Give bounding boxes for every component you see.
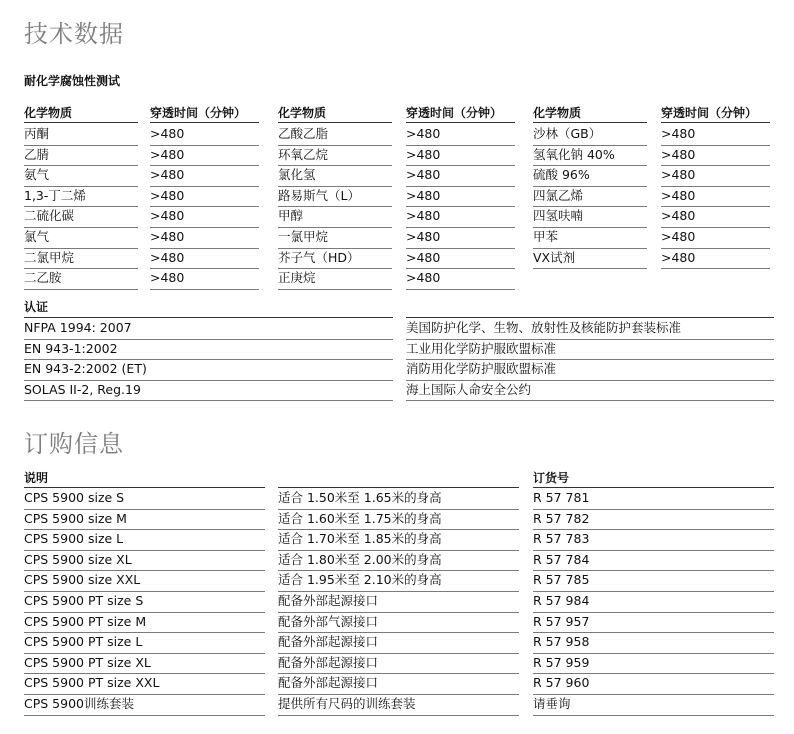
row-divider bbox=[533, 145, 647, 146]
order-number: R 57 960 bbox=[533, 675, 590, 691]
row-divider bbox=[406, 145, 515, 146]
row-divider bbox=[406, 186, 515, 187]
order-number: R 57 785 bbox=[533, 572, 590, 588]
row-divider bbox=[24, 487, 265, 488]
row-divider bbox=[406, 317, 774, 318]
col-header-chemical: 化学物质 bbox=[24, 106, 73, 120]
row-divider bbox=[278, 165, 392, 166]
breakthrough-time: >480 bbox=[150, 167, 185, 183]
product-name: CPS 5900 size XXL bbox=[24, 572, 141, 588]
row-divider bbox=[406, 268, 515, 269]
row-divider bbox=[24, 145, 138, 146]
order-number: R 57 984 bbox=[533, 593, 590, 608]
breakthrough-time: >480 bbox=[406, 126, 441, 141]
row-divider bbox=[24, 400, 393, 401]
row-divider bbox=[406, 400, 774, 401]
col-header-chemical: 化学物质 bbox=[533, 106, 582, 120]
breakthrough-time: >480 bbox=[406, 146, 441, 162]
row-divider bbox=[406, 165, 515, 166]
col-header-order-number: 订货号 bbox=[533, 471, 570, 485]
breakthrough-time: >480 bbox=[150, 146, 185, 162]
row-divider bbox=[278, 591, 519, 592]
breakthrough-time: >480 bbox=[150, 126, 185, 141]
chemical-name: 甲醇 bbox=[278, 208, 304, 224]
row-divider bbox=[533, 165, 647, 166]
row-divider bbox=[533, 550, 774, 551]
product-name: CPS 5900 PT size M bbox=[24, 613, 147, 629]
row-divider bbox=[406, 380, 774, 381]
row-divider bbox=[533, 694, 774, 695]
cert-standard: NFPA 1994: 2007 bbox=[24, 320, 132, 335]
row-divider bbox=[533, 509, 774, 510]
breakthrough-time: >480 bbox=[661, 229, 696, 244]
product-note: 配备外部起源接口 bbox=[278, 634, 379, 650]
product-name: CPS 5900 size S bbox=[24, 490, 125, 505]
row-divider bbox=[278, 550, 519, 551]
row-divider bbox=[661, 122, 770, 123]
row-divider bbox=[533, 570, 774, 571]
product-name: CPS 5900 PT size XL bbox=[24, 654, 151, 670]
row-divider bbox=[150, 186, 259, 187]
chemical-name: 氨气 bbox=[24, 167, 50, 183]
row-divider bbox=[533, 653, 774, 654]
breakthrough-time: >480 bbox=[406, 167, 441, 183]
row-divider bbox=[406, 289, 515, 290]
chemical-name: 硫酸 96% bbox=[533, 167, 590, 183]
product-note: 配备外部起源接口 bbox=[278, 654, 379, 670]
chemical-name: 氯气 bbox=[24, 229, 50, 244]
product-note: 配备外部起源接口 bbox=[278, 593, 379, 608]
product-name: CPS 5900 size XL bbox=[24, 551, 132, 567]
product-name: CPS 5900 size L bbox=[24, 531, 124, 547]
row-divider bbox=[278, 612, 519, 613]
row-divider bbox=[24, 186, 138, 187]
cert-standard: SOLAS II-2, Reg.19 bbox=[24, 381, 141, 397]
row-divider bbox=[24, 653, 265, 654]
row-divider bbox=[278, 186, 392, 187]
chemical-name: 二硫化碳 bbox=[24, 208, 75, 224]
row-divider bbox=[150, 145, 259, 146]
row-divider bbox=[533, 632, 774, 633]
row-divider bbox=[661, 227, 770, 228]
row-divider bbox=[533, 206, 647, 207]
row-divider bbox=[278, 715, 519, 716]
row-divider bbox=[278, 248, 392, 249]
row-divider bbox=[24, 317, 393, 318]
chemical-name: 二乙胺 bbox=[24, 270, 62, 286]
row-divider bbox=[24, 612, 265, 613]
row-divider bbox=[24, 632, 265, 633]
breakthrough-time: >480 bbox=[150, 229, 185, 244]
col-header-description: 说明 bbox=[24, 471, 49, 485]
chemical-name: 四氢呋喃 bbox=[533, 208, 584, 224]
row-divider bbox=[406, 248, 515, 249]
chemical-name: 1,3-丁二烯 bbox=[24, 187, 86, 203]
product-note: 配备外部起源接口 bbox=[278, 675, 379, 691]
row-divider bbox=[533, 268, 647, 269]
row-divider bbox=[278, 570, 519, 571]
row-divider bbox=[24, 206, 138, 207]
row-divider bbox=[533, 612, 774, 613]
row-divider bbox=[24, 673, 265, 674]
row-divider bbox=[24, 122, 138, 123]
row-divider bbox=[24, 359, 393, 360]
row-divider bbox=[278, 206, 392, 207]
row-divider bbox=[278, 227, 392, 228]
breakthrough-time: >480 bbox=[661, 146, 696, 162]
chemical-name: 路易斯气（L） bbox=[278, 187, 360, 203]
chemical-name: 正庚烷 bbox=[278, 270, 316, 286]
row-divider bbox=[533, 248, 647, 249]
cert-description: 美国防护化学、生物、放射性及核能防护套装标准 bbox=[406, 320, 682, 335]
chemical-name: 甲苯 bbox=[533, 229, 559, 244]
row-divider bbox=[406, 206, 515, 207]
tech-data-title: 技术数据 bbox=[24, 20, 124, 48]
breakthrough-time: >480 bbox=[150, 270, 185, 286]
product-name: CPS 5900 PT size L bbox=[24, 634, 143, 650]
cert-description: 海上国际人命安全公约 bbox=[406, 381, 532, 397]
product-name: CPS 5900 PT size XXL bbox=[24, 675, 160, 691]
row-divider bbox=[150, 122, 259, 123]
row-divider bbox=[24, 380, 393, 381]
row-divider bbox=[24, 339, 393, 340]
row-divider bbox=[533, 122, 647, 123]
breakthrough-time: >480 bbox=[406, 208, 441, 224]
row-divider bbox=[24, 529, 265, 530]
row-divider bbox=[406, 359, 774, 360]
cert-subtitle: 认证 bbox=[24, 300, 49, 314]
chem-resistance-subtitle: 耐化学腐蚀性测试 bbox=[24, 74, 121, 88]
chemical-name: 乙酸乙脂 bbox=[278, 126, 329, 141]
product-note: 适合 1.60米至 1.75米的身高 bbox=[278, 510, 442, 526]
row-divider bbox=[150, 248, 259, 249]
col-header-breakthrough-time: 穿透时间（分钟） bbox=[406, 106, 503, 120]
chemical-name: 丙酮 bbox=[24, 126, 50, 141]
chemical-name: 乙腈 bbox=[24, 146, 50, 162]
row-divider bbox=[661, 186, 770, 187]
row-divider bbox=[661, 165, 770, 166]
row-divider bbox=[533, 227, 647, 228]
breakthrough-time: >480 bbox=[661, 187, 696, 203]
chemical-name: VX试剂 bbox=[533, 249, 576, 265]
row-divider bbox=[661, 145, 770, 146]
chemical-name: 四氯乙烯 bbox=[533, 187, 584, 203]
col-header-chemical: 化学物质 bbox=[278, 106, 327, 120]
breakthrough-time: >480 bbox=[150, 208, 185, 224]
row-divider bbox=[150, 227, 259, 228]
chemical-name: 芥子气（HD） bbox=[278, 249, 360, 265]
row-divider bbox=[661, 206, 770, 207]
row-divider bbox=[533, 591, 774, 592]
row-divider bbox=[150, 268, 259, 269]
row-divider bbox=[24, 227, 138, 228]
row-divider bbox=[278, 289, 392, 290]
row-divider bbox=[24, 289, 138, 290]
row-divider bbox=[533, 673, 774, 674]
chemical-name: 二氯甲烷 bbox=[24, 249, 75, 265]
product-note: 配备外部气源接口 bbox=[278, 613, 379, 629]
row-divider bbox=[278, 673, 519, 674]
row-divider bbox=[24, 550, 265, 551]
chemical-name: 氢氧化钠 40% bbox=[533, 146, 615, 162]
breakthrough-time: >480 bbox=[406, 249, 441, 265]
order-number: R 57 784 bbox=[533, 551, 590, 567]
product-name: CPS 5900训练套装 bbox=[24, 696, 134, 711]
row-divider bbox=[533, 186, 647, 187]
breakthrough-time: >480 bbox=[661, 249, 696, 265]
chemical-name: 一氯甲烷 bbox=[278, 229, 329, 244]
order-number: R 57 958 bbox=[533, 634, 590, 650]
cert-description: 工业用化学防护服欧盟标准 bbox=[406, 340, 557, 356]
row-divider bbox=[661, 268, 770, 269]
row-divider bbox=[278, 529, 519, 530]
row-divider bbox=[278, 632, 519, 633]
row-divider bbox=[150, 165, 259, 166]
row-divider bbox=[24, 694, 265, 695]
product-note: 提供所有尺码的训练套装 bbox=[278, 696, 416, 711]
breakthrough-time: >480 bbox=[150, 249, 185, 265]
order-number: R 57 782 bbox=[533, 510, 590, 526]
row-divider bbox=[278, 268, 392, 269]
product-name: CPS 5900 size M bbox=[24, 510, 127, 526]
row-divider bbox=[533, 715, 774, 716]
row-divider bbox=[278, 653, 519, 654]
row-divider bbox=[661, 248, 770, 249]
breakthrough-time: >480 bbox=[661, 167, 696, 183]
row-divider bbox=[24, 268, 138, 269]
cert-standard: EN 943-2:2002 (ET) bbox=[24, 361, 147, 376]
col-header-breakthrough-time: 穿透时间（分钟） bbox=[661, 106, 758, 120]
row-divider bbox=[278, 487, 519, 488]
order-number: R 57 957 bbox=[533, 613, 590, 629]
breakthrough-time: >480 bbox=[661, 126, 696, 141]
order-number: R 57 781 bbox=[533, 490, 590, 505]
row-divider bbox=[406, 339, 774, 340]
order-info-title: 订购信息 bbox=[24, 430, 124, 458]
cert-description: 消防用化学防护服欧盟标准 bbox=[406, 361, 557, 376]
breakthrough-time: >480 bbox=[150, 187, 185, 203]
row-divider bbox=[533, 529, 774, 530]
product-note: 适合 1.70米至 1.85米的身高 bbox=[278, 531, 442, 547]
row-divider bbox=[24, 509, 265, 510]
row-divider bbox=[278, 122, 392, 123]
product-name: CPS 5900 PT size S bbox=[24, 593, 144, 608]
row-divider bbox=[24, 570, 265, 571]
row-divider bbox=[406, 227, 515, 228]
order-number: 请垂询 bbox=[533, 696, 571, 711]
breakthrough-time: >480 bbox=[406, 187, 441, 203]
product-note: 适合 1.80米至 2.00米的身高 bbox=[278, 551, 442, 567]
chemical-name: 氯化氢 bbox=[278, 167, 316, 183]
row-divider bbox=[278, 509, 519, 510]
row-divider bbox=[24, 165, 138, 166]
product-note: 适合 1.95米至 2.10米的身高 bbox=[278, 572, 442, 588]
breakthrough-time: >480 bbox=[661, 208, 696, 224]
chemical-name: 环氧乙烷 bbox=[278, 146, 329, 162]
row-divider bbox=[406, 122, 515, 123]
row-divider bbox=[278, 145, 392, 146]
row-divider bbox=[533, 487, 774, 488]
row-divider bbox=[150, 206, 259, 207]
order-number: R 57 959 bbox=[533, 654, 590, 670]
breakthrough-time: >480 bbox=[406, 270, 441, 286]
breakthrough-time: >480 bbox=[406, 229, 441, 244]
chemical-name: 沙林（GB） bbox=[533, 126, 602, 141]
cert-standard: EN 943-1:2002 bbox=[24, 340, 118, 356]
col-header-breakthrough-time: 穿透时间（分钟） bbox=[150, 106, 247, 120]
row-divider bbox=[24, 591, 265, 592]
row-divider bbox=[278, 694, 519, 695]
row-divider bbox=[24, 248, 138, 249]
product-note: 适合 1.50米至 1.65米的身高 bbox=[278, 490, 442, 505]
order-number: R 57 783 bbox=[533, 531, 590, 547]
row-divider bbox=[24, 715, 265, 716]
row-divider bbox=[150, 289, 259, 290]
